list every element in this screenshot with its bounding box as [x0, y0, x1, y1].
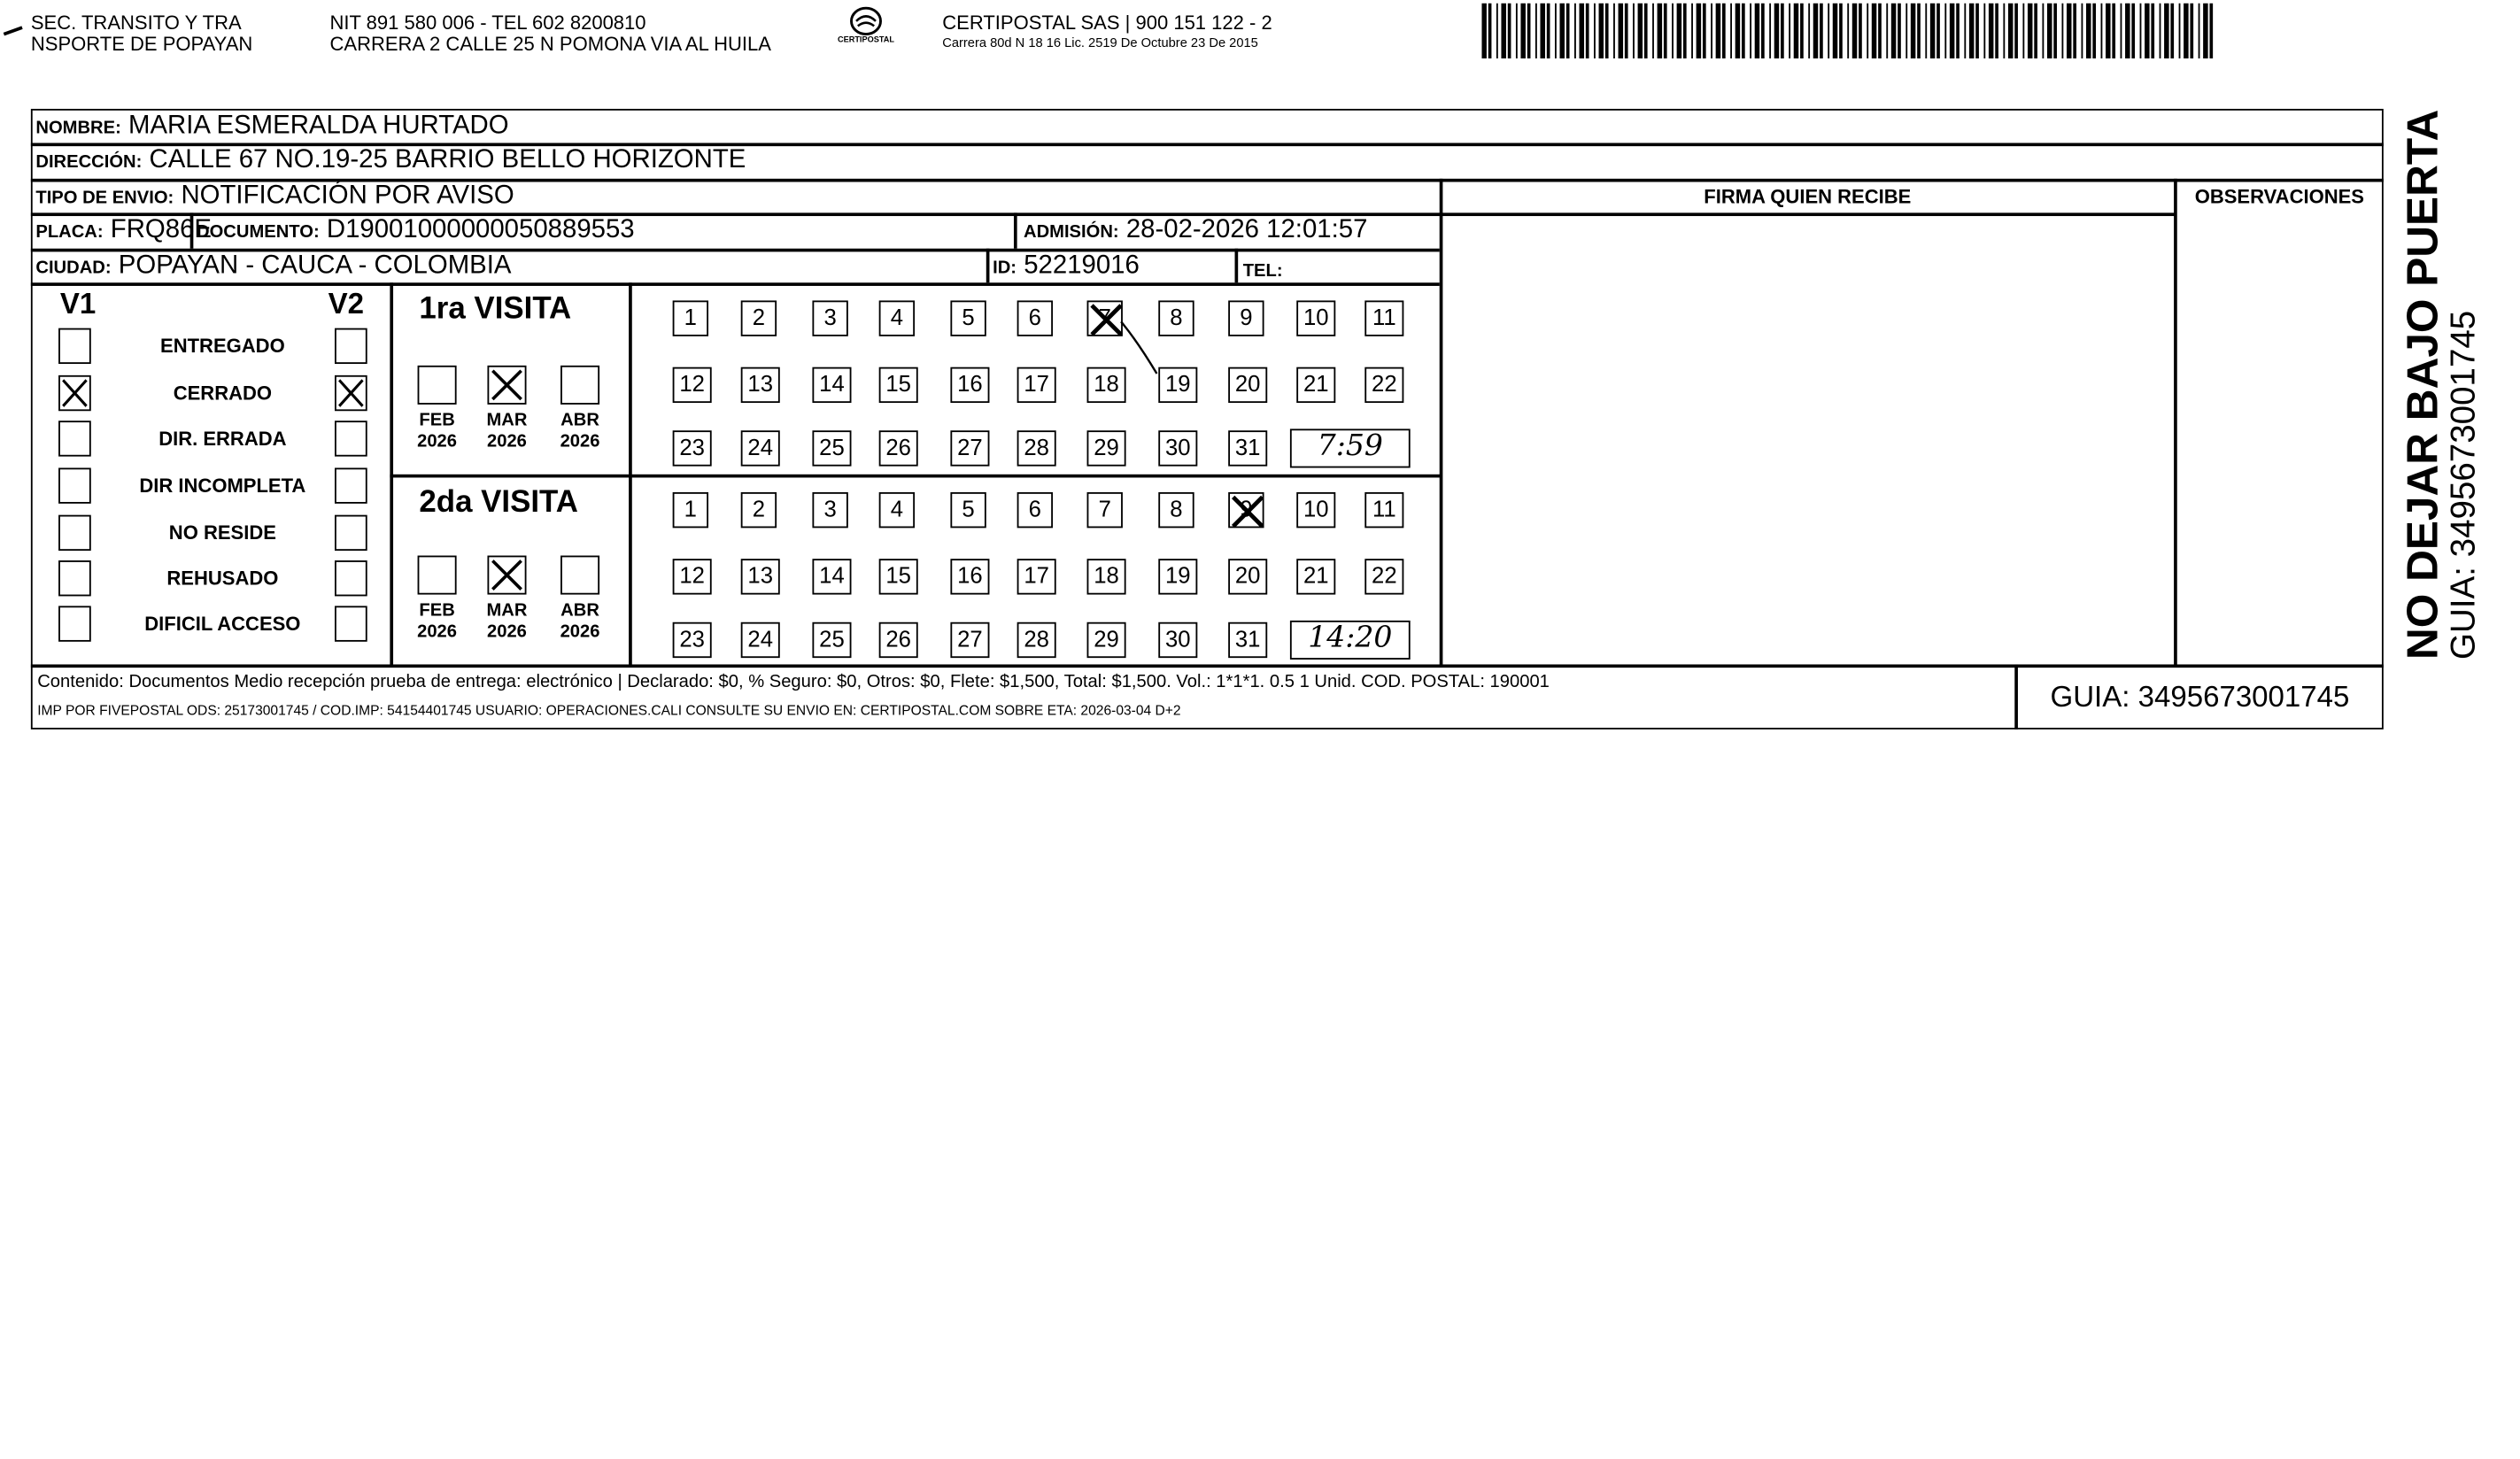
- barcode-bar: [1742, 4, 1745, 58]
- day-box[interactable]: 24: [741, 430, 780, 466]
- barcode-bar: [1658, 4, 1663, 58]
- status-label: DIR INCOMPLETA: [139, 474, 306, 498]
- v1-checkbox[interactable]: [58, 467, 91, 503]
- barcode-bar: [1540, 4, 1545, 58]
- x-mark-icon: [60, 377, 89, 410]
- barcode-bar: [1813, 4, 1819, 58]
- side-warning: NO DEJAR BAJO PUERTA: [2398, 109, 2447, 660]
- day-box[interactable]: 19: [1158, 367, 1197, 403]
- barcode-bar: [1711, 4, 1712, 58]
- barcode-bar: [1852, 4, 1858, 58]
- barcode-bar: [2073, 4, 2076, 58]
- day-box[interactable]: 30: [1158, 622, 1197, 658]
- day-box[interactable]: 22: [1364, 367, 1403, 403]
- day-box[interactable]: 7: [1087, 300, 1123, 336]
- tel-label: TEL:: [1242, 261, 1283, 282]
- barcode-bar: [2092, 4, 2096, 58]
- barcode-bar: [1547, 4, 1550, 58]
- barcode-bar: [1527, 4, 1531, 58]
- ciudad-value: POPAYAN - CAUCA - COLOMBIA: [118, 251, 512, 280]
- month-label: [409, 411, 464, 453]
- barcode-bar: [1638, 4, 1643, 58]
- month-label: [479, 411, 534, 453]
- barcode-bar: [1833, 4, 1838, 58]
- barcode-bar: [1911, 4, 1916, 58]
- barcode-bar: [1664, 4, 1667, 58]
- day-box[interactable]: 6: [1017, 300, 1053, 336]
- x-mark-icon: [489, 557, 524, 592]
- barcode-bar: [2199, 4, 2200, 58]
- barcode-bar: [1605, 4, 1609, 58]
- ciudad-cell: [35, 251, 511, 281]
- address-line: CARRERA 2 CALLE 25 N POMONA VIA AL HUILA: [329, 32, 771, 56]
- barcode-bar: [1516, 4, 1518, 58]
- id-value: 52219016: [1024, 251, 1140, 280]
- status-label: DIFICIL ACCESO: [144, 612, 301, 636]
- sender-line-1: SEC. TRANSITO Y TRA: [30, 11, 242, 35]
- day-box[interactable]: 13: [741, 367, 780, 403]
- day-box[interactable]: 31: [1228, 622, 1267, 658]
- day-box[interactable]: 23: [673, 622, 712, 658]
- day-box[interactable]: 25: [812, 622, 851, 658]
- barcode-bar: [1936, 4, 1940, 58]
- day-box[interactable]: 17: [1017, 559, 1056, 594]
- day-box[interactable]: 23: [673, 430, 712, 466]
- month-checkbox[interactable]: [560, 556, 599, 595]
- month-name: ABR: [560, 600, 599, 621]
- barcode-bar: [1794, 4, 1799, 58]
- day-box[interactable]: 7: [1087, 492, 1123, 528]
- day-box[interactable]: 31: [1228, 430, 1267, 466]
- tipo-label: TIPO DE ENVIO:: [35, 188, 174, 208]
- day-box[interactable]: 18: [1087, 559, 1126, 594]
- barcode-bar: [1878, 4, 1882, 58]
- barcode-bar: [1703, 4, 1706, 58]
- barcode-bar: [1828, 4, 1829, 58]
- barcode-bar: [1566, 4, 1570, 58]
- barcode-bar: [1574, 4, 1576, 58]
- documento-value: D19001000000050889553: [326, 216, 635, 244]
- barcode-bar: [2101, 4, 2103, 58]
- day-box[interactable]: 12: [673, 367, 712, 403]
- visit2-title: 2da VISITA: [419, 485, 578, 521]
- day-box[interactable]: 21: [1296, 559, 1335, 594]
- day-box[interactable]: 22: [1364, 559, 1403, 594]
- barcode-bar: [2190, 4, 2193, 58]
- day-box[interactable]: 18: [1087, 367, 1126, 403]
- month-name: MAR: [486, 600, 528, 621]
- placa-value: FRQ86E: [110, 216, 213, 244]
- day-box[interactable]: 8: [1158, 300, 1194, 336]
- company-line: CERTIPOSTAL SAS | 900 151 122 - 2: [942, 11, 1272, 35]
- direccion-row: [35, 146, 746, 175]
- day-box[interactable]: 24: [741, 622, 780, 658]
- barcode-bar: [1508, 4, 1511, 58]
- barcode-bar: [2121, 4, 2122, 58]
- barcode-bar: [2112, 4, 2115, 58]
- id-cell: [993, 251, 1140, 281]
- month-name: ABR: [560, 411, 599, 431]
- day-box[interactable]: 1: [673, 300, 708, 336]
- visit1-title: 1ra VISITA: [419, 292, 572, 327]
- company-block: [942, 13, 1272, 52]
- stray-mark: [4, 26, 23, 35]
- barcode-bar: [2184, 4, 2189, 58]
- status-label: REHUSADO: [166, 567, 279, 591]
- barcode-bar: [1501, 4, 1506, 58]
- barcode-bar: [1535, 4, 1537, 58]
- license-line: Carrera 80d N 18 16 Lic. 2519 De Octubre 23 De 2015: [942, 35, 1258, 50]
- direccion-label: DIRECCIÓN:: [35, 152, 143, 173]
- month-label: [409, 601, 464, 644]
- barcode-bar: [1580, 4, 1585, 58]
- barcode-bar: [1944, 4, 1946, 58]
- day-box[interactable]: 5: [950, 300, 986, 336]
- month-year: 2026: [417, 621, 458, 642]
- barcode-bar: [1481, 4, 1487, 58]
- footer-guia: GUIA: 3495673001745: [2050, 680, 2350, 714]
- barcode-bar: [2209, 4, 2213, 58]
- admision-label: ADMISIÓN:: [1023, 222, 1119, 243]
- x-mark-icon: [489, 367, 524, 403]
- admision-value: 28-02-2026 12:01:57: [1125, 216, 1368, 244]
- barcode-bar: [2053, 4, 2057, 58]
- v2-checkbox[interactable]: [335, 328, 367, 364]
- barcode-bar: [1859, 4, 1862, 58]
- month-year: 2026: [560, 621, 600, 642]
- v2-checkbox[interactable]: [335, 375, 367, 411]
- barcode-bar: [1789, 4, 1790, 58]
- v1-checkbox[interactable]: [58, 328, 91, 364]
- month-checkbox[interactable]: [418, 556, 457, 595]
- day-box[interactable]: 27: [950, 430, 989, 466]
- barcode-bar: [2179, 4, 2181, 58]
- v1-checkbox[interactable]: [58, 606, 91, 641]
- barcode-bar: [2086, 4, 2091, 58]
- barcode-bar: [2140, 4, 2142, 58]
- barcode-bar: [1560, 4, 1565, 58]
- day-box[interactable]: 30: [1158, 430, 1197, 466]
- day-box[interactable]: 15: [879, 559, 918, 594]
- barcode-bar: [2003, 4, 2005, 58]
- day-box[interactable]: 5: [950, 492, 986, 528]
- day-box[interactable]: 28: [1017, 622, 1056, 658]
- barcode-bar: [1755, 4, 1760, 58]
- barcode-bar: [2106, 4, 2111, 58]
- nombre-value: MARIA ESMERALDA HURTADO: [128, 112, 509, 140]
- placa-label: PLACA:: [35, 222, 104, 243]
- barcode-bar: [1975, 4, 1979, 58]
- day-box[interactable]: 26: [879, 430, 918, 466]
- day-box[interactable]: 14: [812, 559, 851, 594]
- barcode-bar: [1677, 4, 1682, 58]
- day-box[interactable]: 28: [1017, 430, 1056, 466]
- barcode-bar: [1917, 4, 1921, 58]
- status-label: CERRADO: [173, 382, 273, 405]
- barcode-bar: [1820, 4, 1823, 58]
- month-label: [553, 601, 607, 644]
- month-label: [553, 411, 607, 453]
- barcode-bar: [1808, 4, 1810, 58]
- month-label: [479, 601, 534, 644]
- v1-checkbox[interactable]: [58, 560, 91, 596]
- barcode-bar: [1774, 4, 1780, 58]
- barcode-bar: [2042, 4, 2044, 58]
- month-year: 2026: [417, 432, 458, 452]
- barcode-bar: [2203, 4, 2208, 58]
- month-checkbox[interactable]: [560, 366, 599, 405]
- v1-checkbox[interactable]: [58, 375, 91, 411]
- day-box[interactable]: 3: [812, 492, 847, 528]
- month-name: FEB: [419, 411, 455, 431]
- barcode-bar: [1613, 4, 1615, 58]
- barcode-bar: [2131, 4, 2135, 58]
- barcode-bar: [1697, 4, 1702, 58]
- ciudad-label: CIUDAD:: [35, 258, 112, 278]
- documento-cell: [197, 216, 635, 245]
- barcode-bar: [1672, 4, 1674, 58]
- day-box[interactable]: 12: [673, 559, 712, 594]
- barcode-bar: [1652, 4, 1654, 58]
- month-name: FEB: [419, 600, 455, 621]
- day-box[interactable]: 15: [879, 367, 918, 403]
- barcode-bar: [1761, 4, 1765, 58]
- month-year: 2026: [560, 432, 600, 452]
- day-box[interactable]: 17: [1017, 367, 1056, 403]
- v2-checkbox[interactable]: [335, 467, 367, 503]
- id-label: ID:: [993, 258, 1017, 278]
- barcode-bar: [1964, 4, 1966, 58]
- day-box[interactable]: 11: [1364, 492, 1403, 528]
- day-box[interactable]: 10: [1296, 300, 1335, 336]
- month-name: MAR: [486, 411, 528, 431]
- placa-cell: [35, 216, 212, 245]
- day-box[interactable]: 16: [950, 559, 989, 594]
- logo-text: CERTIPOSTAL: [837, 35, 895, 46]
- barcode-bar: [1847, 4, 1849, 58]
- x-mark-icon: [336, 377, 366, 410]
- barcode-bar: [2022, 4, 2024, 58]
- day-box[interactable]: 9: [1228, 492, 1264, 528]
- barcode-bar: [1594, 4, 1596, 58]
- barcode-bar: [1891, 4, 1897, 58]
- side-block: [2398, 107, 2495, 660]
- day-box[interactable]: 6: [1017, 492, 1053, 528]
- visit-time: 14:20: [1290, 621, 1411, 660]
- barcode-bar: [1555, 4, 1557, 58]
- barcode-bar: [2061, 4, 2063, 58]
- barcode-bar: [1905, 4, 1907, 58]
- day-box[interactable]: 10: [1296, 492, 1335, 528]
- day-box[interactable]: 3: [812, 300, 847, 336]
- v2-checkbox[interactable]: [335, 421, 367, 456]
- barcode-bar: [1995, 4, 1998, 58]
- barcode-bar: [2008, 4, 2014, 58]
- barcode-bar: [1599, 4, 1604, 58]
- day-box[interactable]: 9: [1228, 300, 1264, 336]
- day-box[interactable]: 1: [673, 492, 708, 528]
- barcode-bar: [2125, 4, 2130, 58]
- month-checkbox[interactable]: [418, 366, 457, 405]
- day-box[interactable]: 20: [1228, 559, 1267, 594]
- month-checkbox[interactable]: [487, 556, 526, 595]
- day-box[interactable]: 2: [741, 300, 777, 336]
- barcode-bar: [1898, 4, 1901, 58]
- footer-line-2: IMP POR FIVEPOSTAL ODS: 25173001745 / COD.IMP: 54154401745 USUARIO: OPERACIONES.CALI CONSULTE SU ENVIO EN: CERTIPOSTAL.COM SOBRE ETA: 2026-03-04 D+2: [37, 701, 1181, 719]
- direccion-value: CALLE 67 NO.19-25 BARRIO BELLO HORIZONTE: [149, 146, 746, 174]
- barcode-bar: [1520, 4, 1526, 58]
- day-box[interactable]: 19: [1158, 559, 1197, 594]
- barcode-bar: [2034, 4, 2037, 58]
- barcode-bar: [1691, 4, 1693, 58]
- barcode-bar: [1750, 4, 1751, 58]
- nit-block: [329, 13, 770, 56]
- barcode: [1481, 4, 2215, 58]
- barcode-bar: [1488, 4, 1492, 58]
- admision-cell: [1024, 216, 1367, 245]
- barcode-bar: [1989, 4, 1994, 58]
- day-box[interactable]: 21: [1296, 367, 1335, 403]
- barcode-bar: [2014, 4, 2018, 58]
- barcode-bar: [1619, 4, 1624, 58]
- barcode-bar: [1683, 4, 1687, 58]
- barcode-graphic: [1481, 4, 2215, 58]
- v2-checkbox[interactable]: [335, 515, 367, 551]
- barcode-bar: [1930, 4, 1936, 58]
- barcode-bar: [2164, 4, 2169, 58]
- barcode-bar: [1872, 4, 1877, 58]
- v2-checkbox[interactable]: [335, 560, 367, 596]
- nombre-row: [35, 112, 508, 142]
- certipostal-logo: [829, 4, 903, 52]
- visit-time: 7:59: [1290, 428, 1411, 467]
- day-box[interactable]: 4: [879, 492, 915, 528]
- barcode-bar: [1735, 4, 1741, 58]
- status-label: DIR. ERRADA: [158, 427, 287, 451]
- nit-line: NIT 891 580 006 - TEL 602 8200810: [329, 11, 646, 35]
- barcode-bar: [2145, 4, 2150, 58]
- tipo-row: [35, 182, 514, 212]
- barcode-bar: [1769, 4, 1771, 58]
- status-label: ENTREGADO: [160, 334, 285, 358]
- barcode-bar: [1956, 4, 1960, 58]
- barcode-bar: [1496, 4, 1498, 58]
- barcode-bar: [1781, 4, 1784, 58]
- barcode-bar: [2082, 4, 2083, 58]
- day-box[interactable]: 4: [879, 300, 915, 336]
- status-label: NO RESIDE: [168, 521, 276, 544]
- barcode-bar: [1925, 4, 1927, 58]
- sender-block: [31, 13, 252, 56]
- tel-cell: [1243, 255, 1283, 284]
- barcode-bar: [2028, 4, 2033, 58]
- barcode-bar: [1839, 4, 1843, 58]
- v2-checkbox[interactable]: [335, 606, 367, 641]
- side-guia: GUIA: 3495673001745: [2445, 310, 2483, 660]
- day-box[interactable]: 16: [950, 367, 989, 403]
- barcode-bar: [1633, 4, 1635, 58]
- month-year: 2026: [487, 621, 527, 642]
- barcode-bar: [1722, 4, 1726, 58]
- nombre-label: NOMBRE:: [35, 118, 121, 138]
- barcode-bar: [2160, 4, 2161, 58]
- v2-label: V2: [328, 287, 365, 320]
- barcode-bar: [2170, 4, 2174, 58]
- barcode-bar: [1983, 4, 1985, 58]
- handwritten-stroke: [1072, 292, 1170, 390]
- day-box[interactable]: 26: [879, 622, 918, 658]
- barcode-bar: [1730, 4, 1732, 58]
- day-box[interactable]: 8: [1158, 492, 1194, 528]
- day-box[interactable]: 29: [1087, 430, 1126, 466]
- v1-label: V1: [59, 287, 97, 320]
- tipo-value: NOTIFICACIÓN POR AVISO: [181, 181, 514, 210]
- barcode-bar: [1867, 4, 1868, 58]
- barcode-bar: [1800, 4, 1804, 58]
- day-box[interactable]: 25: [812, 430, 851, 466]
- day-box[interactable]: 2: [741, 492, 777, 528]
- barcode-bar: [1886, 4, 1888, 58]
- barcode-bar: [1644, 4, 1648, 58]
- v1-checkbox[interactable]: [58, 515, 91, 551]
- month-year: 2026: [487, 432, 527, 452]
- observaciones-header: OBSERVACIONES: [2194, 185, 2365, 208]
- day-box[interactable]: 29: [1087, 622, 1126, 658]
- barcode-bar: [2067, 4, 2072, 58]
- barcode-bar: [2151, 4, 2154, 58]
- sender-line-2: NSPORTE DE POPAYAN: [30, 32, 253, 56]
- barcode-bar: [1969, 4, 1975, 58]
- month-checkbox[interactable]: [487, 366, 526, 405]
- day-box[interactable]: 11: [1364, 300, 1403, 336]
- firma-header: FIRMA QUIEN RECIBE: [1704, 185, 1912, 208]
- documento-label: DOCUMENTO:: [197, 222, 320, 243]
- day-box[interactable]: 27: [950, 622, 989, 658]
- day-box[interactable]: 13: [741, 559, 780, 594]
- barcode-bar: [2047, 4, 2052, 58]
- barcode-bar: [1716, 4, 1721, 58]
- day-box[interactable]: 14: [812, 367, 851, 403]
- day-box[interactable]: 20: [1228, 367, 1267, 403]
- x-mark-icon: [1230, 494, 1265, 529]
- barcode-bar: [1586, 4, 1589, 58]
- barcode-bar: [1950, 4, 1955, 58]
- footer-line-1: Contenido: Documentos Medio recepción prueba de entrega: electrónico | Declarado: $0, % Seguro: $0, Otros: $0, Flete: $1,500, Total: $1,500. Vol.: 1*1*1. 0.5 1 Unid. COD. POSTAL: 190001: [37, 672, 1550, 692]
- barcode-bar: [1625, 4, 1628, 58]
- v1-checkbox[interactable]: [58, 421, 91, 456]
